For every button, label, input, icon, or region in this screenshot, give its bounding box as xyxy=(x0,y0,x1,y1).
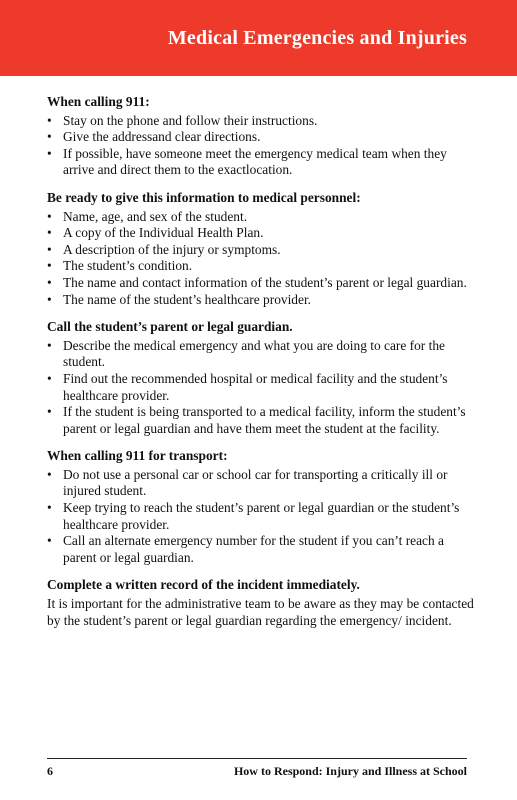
list-item xyxy=(47,500,477,533)
bullet-list xyxy=(47,113,477,179)
bullet-icon: • xyxy=(47,145,52,161)
list-item xyxy=(47,242,477,259)
page-number: 6 xyxy=(47,764,53,778)
bullet-icon: • xyxy=(47,274,52,290)
list-item xyxy=(47,129,477,146)
list-item-text: If the student is being transported to a medical facility, inform the student’s parent or legal guardian and have them meet the student at the facility. xyxy=(63,404,466,436)
bullet-icon: • xyxy=(47,466,52,482)
list-item-text: The name of the student’s healthcare provider. xyxy=(63,291,312,307)
section-heading: Be ready to give this information to medical personnel: xyxy=(47,189,361,205)
paragraph: It is important for the administrative team to be aware as they may be contacted by the student’s parent or legal guardian regarding the emergency/ incident. xyxy=(47,596,474,628)
bullet-icon: • xyxy=(47,225,52,241)
list-item xyxy=(47,146,477,179)
section-medical-personnel-info xyxy=(47,190,477,308)
list-item xyxy=(47,275,477,292)
list-item-text: Name, age, and sex of the student. xyxy=(63,208,248,224)
bullet-icon: • xyxy=(47,241,52,257)
list-item xyxy=(47,371,477,404)
bullet-icon: • xyxy=(47,258,52,274)
header-banner xyxy=(0,0,517,76)
list-item-text: A copy of the Individual Health Plan. xyxy=(63,225,264,241)
list-item xyxy=(47,258,477,275)
list-item-text: Keep trying to reach the student’s parent or legal guardian or the student’s healthcare provider. xyxy=(63,500,460,532)
list-item-text: Give the addressand clear directions. xyxy=(63,129,261,145)
list-item-text: Describe the medical emergency and what you are doing to care for the student. xyxy=(63,337,445,370)
bullet-icon: • xyxy=(47,337,52,353)
list-item xyxy=(47,338,477,371)
section-written-record xyxy=(47,577,477,629)
bullet-list xyxy=(47,209,477,309)
bullet-icon: • xyxy=(47,291,52,307)
list-item-text: A description of the injury or symptoms. xyxy=(63,241,281,257)
section-calling-911 xyxy=(47,94,477,179)
document-body xyxy=(47,94,477,640)
list-item-text: Stay on the phone and follow their instructions. xyxy=(63,112,318,128)
section-transport xyxy=(47,448,477,566)
section-heading: Call the student’s parent or legal guardian. xyxy=(47,319,293,335)
list-item xyxy=(47,533,477,566)
list-item-text: Find out the recommended hospital or medical facility and the student’s healthcare provider. xyxy=(63,370,448,403)
bullet-icon: • xyxy=(47,533,52,549)
bullet-icon: • xyxy=(47,370,52,386)
list-item xyxy=(47,209,477,226)
section-heading: When calling 911 for transport: xyxy=(47,448,228,464)
list-item xyxy=(47,292,477,309)
bullet-icon: • xyxy=(47,500,52,516)
section-heading: When calling 911: xyxy=(47,94,150,109)
bullet-icon: • xyxy=(47,129,52,145)
list-item-text: The name and contact information of the student’s parent or legal guardian. xyxy=(63,274,467,290)
list-item-text: If possible, have someone meet the emergency medical team when they arrive and direct them to the exactlocation. xyxy=(63,145,447,178)
list-item xyxy=(47,404,477,437)
list-item xyxy=(47,113,477,130)
list-item xyxy=(47,467,477,500)
section-heading: Complete a written record of the incident immediately. xyxy=(47,577,360,593)
bullet-list xyxy=(47,338,477,438)
footer-divider xyxy=(47,758,467,759)
bullet-icon: • xyxy=(47,112,52,128)
list-item-text: The student’s condition. xyxy=(63,258,193,274)
bullet-icon: • xyxy=(47,404,52,420)
bullet-icon: • xyxy=(47,208,52,224)
section-call-parent xyxy=(47,319,477,437)
page-title: Medical Emergencies and Injuries xyxy=(167,27,467,49)
footer-title: How to Respond: Injury and Illness at School xyxy=(233,764,467,778)
bullet-list xyxy=(47,467,477,567)
list-item-text: Do not use a personal car or school car for transporting a critically ill or injured student. xyxy=(63,466,448,499)
list-item-text: Call an alternate emergency number for the student if you can’t reach a parent or legal guardian. xyxy=(63,533,444,565)
list-item xyxy=(47,225,477,242)
